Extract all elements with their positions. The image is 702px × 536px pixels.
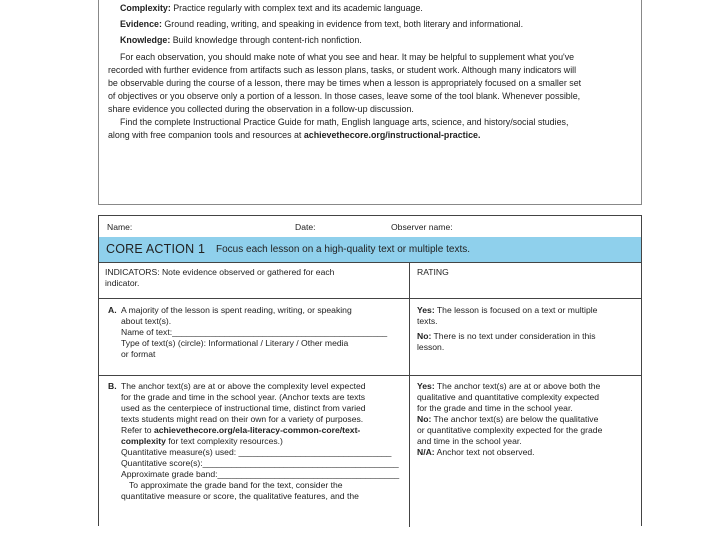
text-complexity-link[interactable]: achievethecore.org/ela-literacy-common-core/text- xyxy=(153,425,361,435)
core-action-text: Focus each lesson on a high-quality text or multiple texts. xyxy=(216,244,471,255)
evidence-line: Evidence: Ground reading, writing, and speaking in evidence from text, both literary and informational. xyxy=(120,19,524,29)
indicators-header: INDICATORS: Note evidence observed or gathered for each indicator. xyxy=(105,267,335,288)
paragraph-line: of objectives or you observe only a portion of a lesson. In those cases, leave some of the tool blank. Whenever possible, xyxy=(108,91,581,101)
core-action-title: CORE ACTION 1 xyxy=(106,242,206,256)
core-action-banner xyxy=(99,237,641,263)
paragraph-line: share evidence you collected during the observation in a follow-up discussion. xyxy=(108,104,414,114)
paragraph-line: Find the complete Instructional Practice Guide for math, English language arts, science, and history/social studies, xyxy=(120,117,569,127)
row-letter: A. xyxy=(108,305,117,315)
instructional-practice-link[interactable]: achievethecore.org/instructional-practice. xyxy=(303,130,481,140)
text-complexity-link-cont[interactable]: complexity xyxy=(121,436,166,446)
page-frame-left xyxy=(98,0,99,205)
table-header-row xyxy=(99,263,641,299)
row-letter: B. xyxy=(108,381,117,391)
quantitative-score-field: Quantitative score(s):_________________________________________ xyxy=(121,458,399,468)
paragraph-line: be observable during the course of a lesson, there may be times when a lesson is appropriately focused on a smaller set xyxy=(108,78,582,88)
rating-b: Yes: The anchor text(s) are at or above both the qualitative and quantitative complexity expected for the grade and time in the school year. No: The anchor text(s) are below the qualitative or quantitative complexity expected for the grade and time in the school year. N/A: Anchor text not observed. xyxy=(417,381,603,457)
quantitative-measure-field: Quantitative measure(s) used: ________________________________ xyxy=(121,447,392,457)
intro-box-bottom xyxy=(98,204,642,205)
indicator-b-text: The anchor text(s) are at or above the complexity level expected for the grade and time in the school year. (Anchor texts are texts used as the centerpiece of instructional time, distinct from varied texts students might read on their own for a variety of purposes. Refer to achievethecore.org/ela-literacy-common-core/text- complexity for text complexity resources.) Quantitative measure(s) used: ________________________________ Quantitative score(s):_________________________________________ Approximate grade band:______________________________________ To approximate the grade band for the text, consider the quantitative measure or score, the qualitative features, and the xyxy=(121,381,400,501)
intro-section xyxy=(108,0,648,200)
observation-table xyxy=(98,215,642,526)
paragraph-line: For each observation, you should make note of what you see and hear. It may be helpful to supplement what you've xyxy=(120,52,575,62)
rating-a: Yes: The lesson is focused on a text or multiple texts. No: There is no text under consideration in this lesson. xyxy=(417,305,598,352)
grade-band-field: Approximate grade band:______________________________________ xyxy=(121,469,400,479)
paragraph-line: recorded with further evidence from artifacts such as lesson plans, tasks, or student work. Although many indicators will xyxy=(108,65,577,75)
name-label: Name: xyxy=(107,222,133,232)
table-row xyxy=(99,299,641,376)
knowledge-line: Knowledge: Build knowledge through content-rich nonfiction. xyxy=(120,35,362,45)
rating-header: RATING xyxy=(417,267,449,277)
complexity-line: Complexity: Practice regularly with complex text and its academic language. xyxy=(120,3,423,13)
paragraph-line: along with free companion tools and resources at achievethecore.org/instructional-practice. xyxy=(108,130,481,140)
date-label: Date: xyxy=(295,222,316,232)
observer-info-row xyxy=(99,216,641,238)
indicator-a-text: A majority of the lesson is spent reading, writing, or speaking about text(s). Name of text:_____________________________________________ Type of text(s) (circle): Informational / Literary / Other media or format xyxy=(121,305,388,359)
observer-name-label: Observer name: xyxy=(391,222,453,232)
table-row xyxy=(99,376,641,536)
